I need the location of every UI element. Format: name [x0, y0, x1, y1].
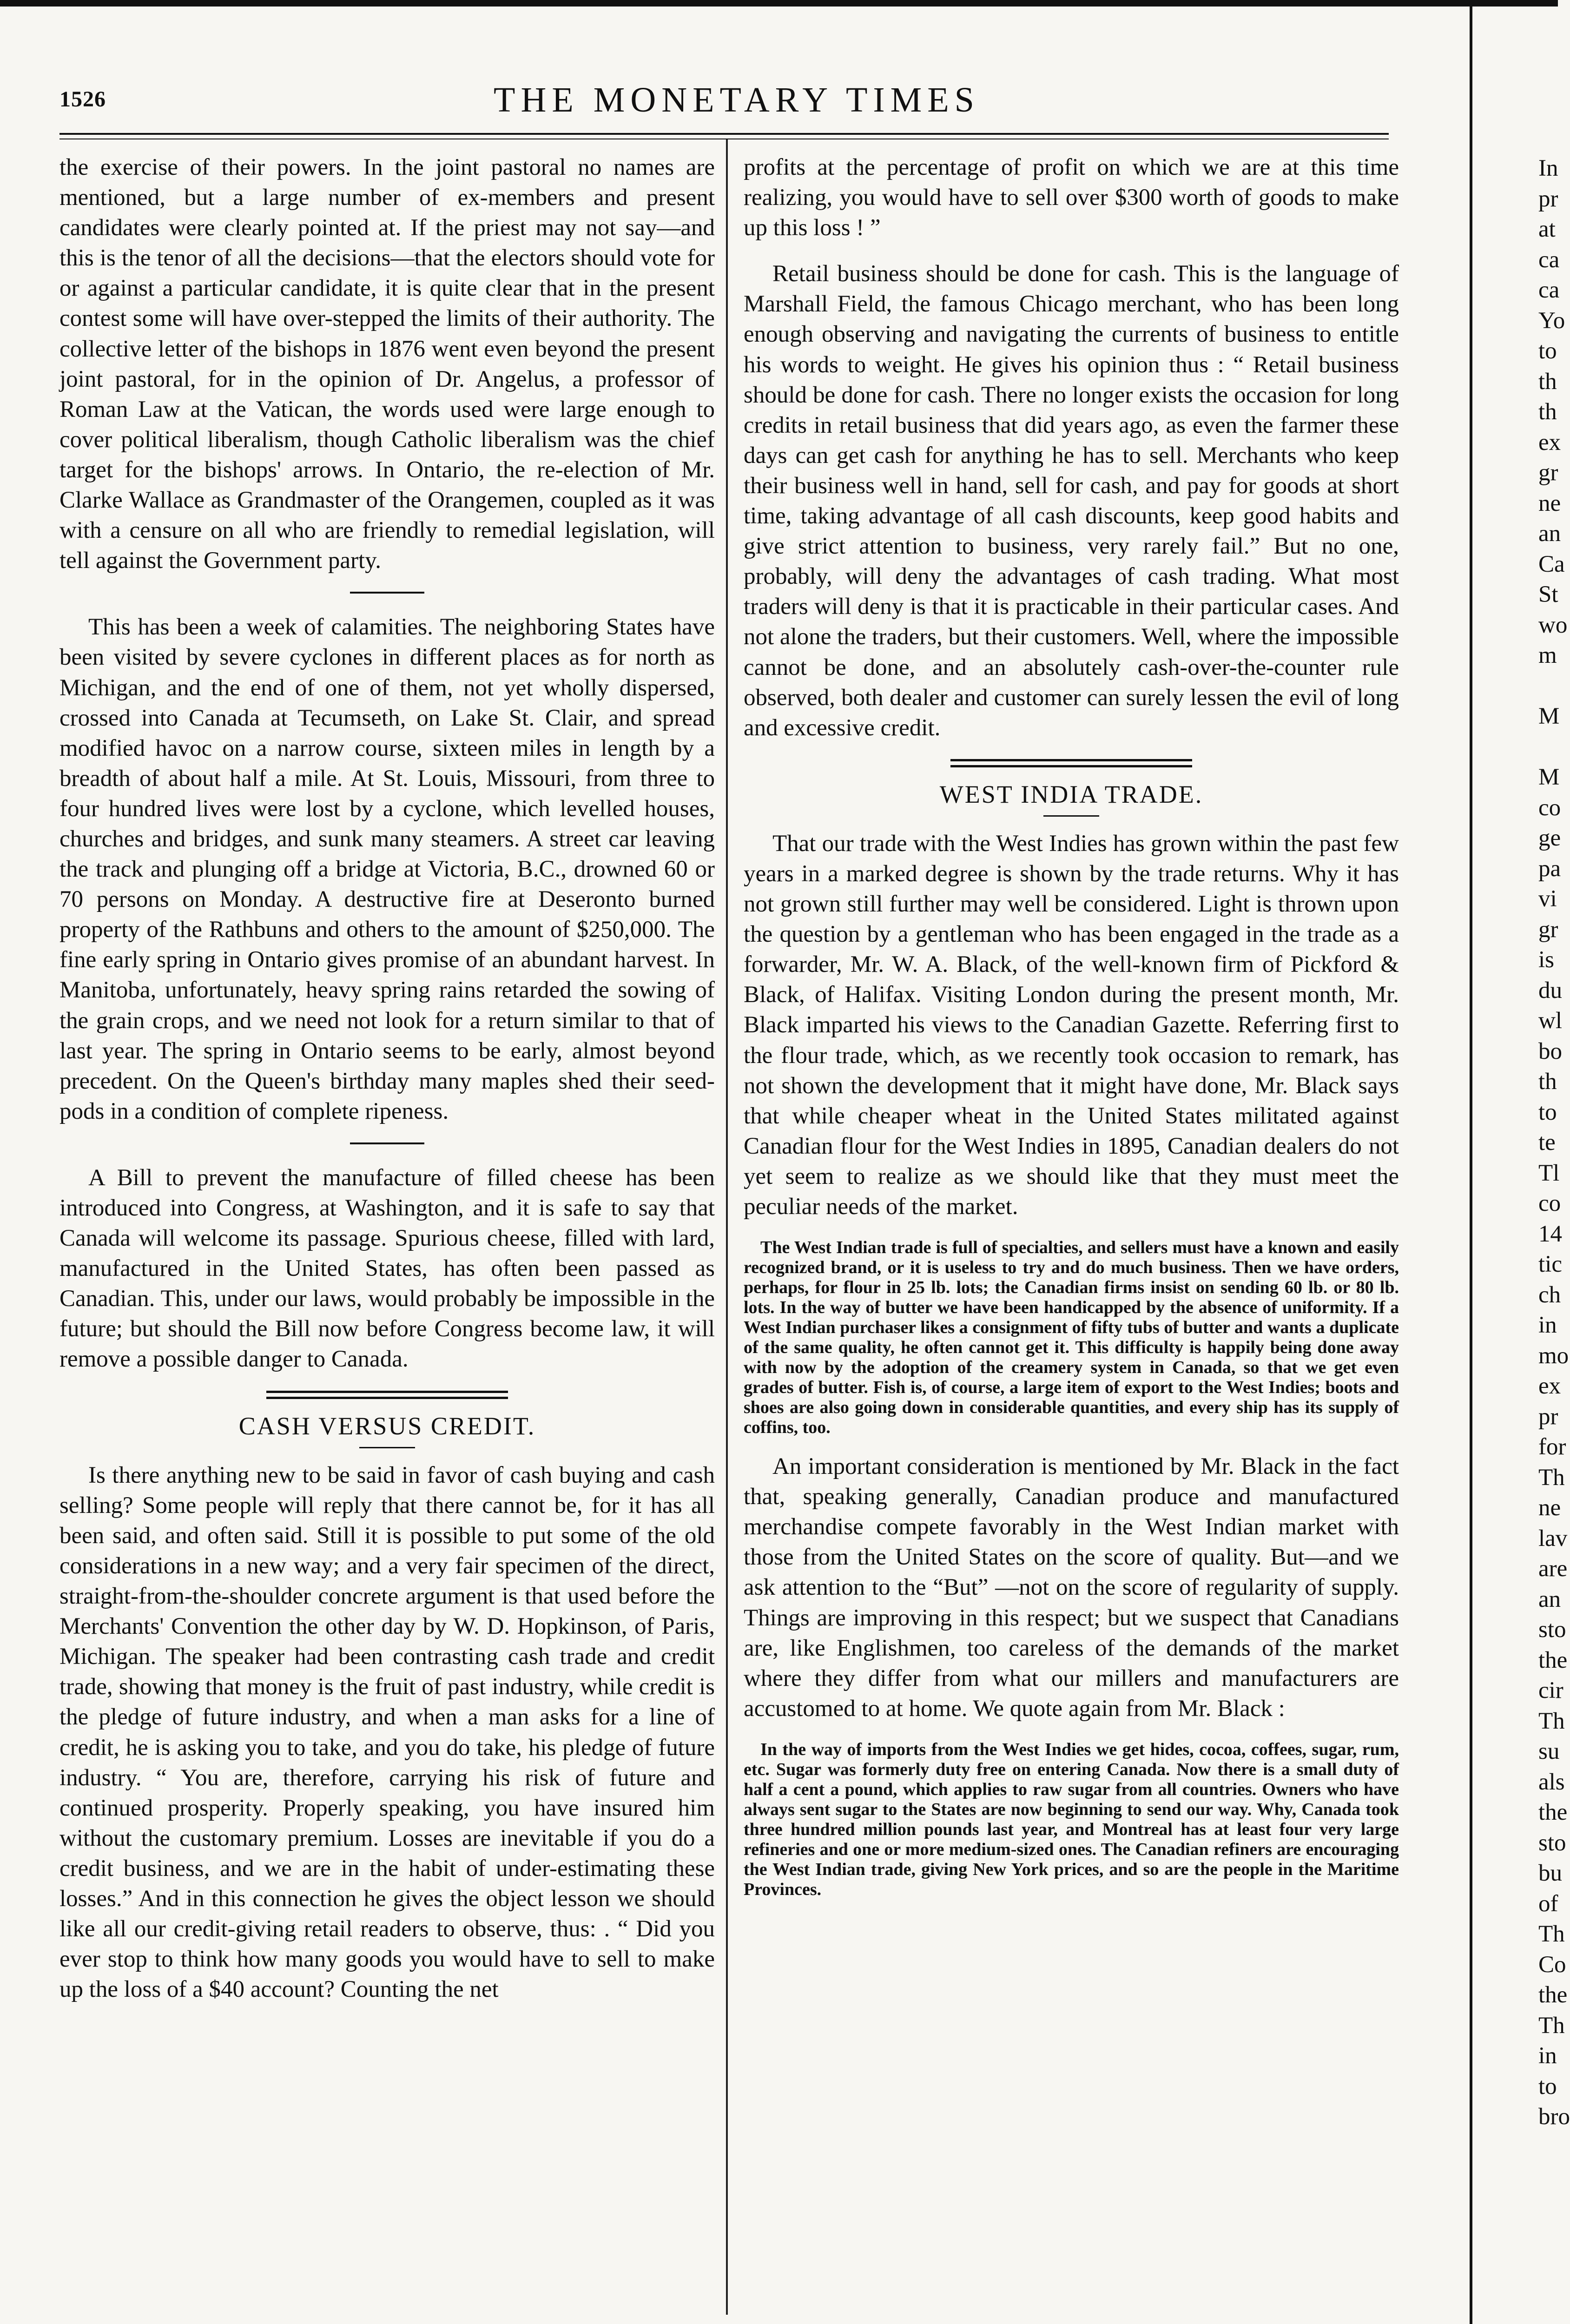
- paragraph: A Bill to prevent the manufacture of filled cheese has been introduced into Congress, at Washington, and it is safe to say that Canada will welcome its passage. Spurious cheese, filled with lard, manufactured in the United States, has often been passed as Canadian. This, under our laws, would probably be impossible in the future; but should the Bill now before Congress become law, it will remove a possible danger to Canada.: [59, 1164, 715, 1373]
- fragment-line: to: [1538, 338, 1557, 364]
- block-quote: The West Indian trade is full of specialties, and sellers must have a known and easily recognized brand, or it is useless to try and do much business. Then we have orders, perhaps, for flour in 25 lb. lots; the Canadian firms insist on sending 60 lb. or 80 lb. lots. In the way of butter we have been handicapped by the absence of uniformity. If a West Indian purchaser likes a consignment of fifty tubs of butter and wants a duplicate of the same quality, he often cannot get it. This difficulty is happily being done away with now by the adoption of the creamery system in Canada, so that we get even grades of butter. Fish is, of course, a large item of export to the West Indies; boots and shoes are also going down in considerable quantities, and every ship has its supply of coffins, too.: [744, 1238, 1399, 1438]
- heading-underline: [359, 1447, 415, 1448]
- fragment-line: are: [1538, 1556, 1568, 1582]
- fragment-line: ca: [1538, 246, 1560, 273]
- fragment-line: the: [1538, 1647, 1568, 1673]
- fragment-line: St: [1538, 581, 1558, 607]
- fragment-line: at: [1538, 216, 1556, 242]
- fragment-line: 14: [1538, 1221, 1562, 1247]
- fragment-line: th: [1538, 368, 1557, 395]
- fragment-line: Ca: [1538, 551, 1565, 577]
- fragment-line: ch: [1538, 1281, 1561, 1308]
- fragment-line: th: [1538, 399, 1557, 425]
- fragment-line: is: [1538, 947, 1555, 973]
- fragment-line: Th: [1538, 2012, 1565, 2039]
- fragment-line: vi: [1538, 886, 1557, 912]
- column-divider: [726, 139, 728, 2315]
- fragment-line: ge: [1538, 825, 1561, 851]
- fragment-line: ex: [1538, 1373, 1561, 1399]
- masthead-title: THE MONETARY TIMES: [494, 80, 980, 119]
- fragment-line: Tl: [1538, 1160, 1560, 1186]
- fragment-line: pr: [1538, 185, 1558, 212]
- fragment-line: the: [1538, 1982, 1568, 2008]
- fragment-line: the: [1538, 1799, 1568, 1825]
- fragment-line: cir: [1538, 1677, 1563, 1703]
- fragment-line: pa: [1538, 855, 1561, 882]
- fragment-line: bu: [1538, 1860, 1562, 1886]
- fragment-line: sto: [1538, 1617, 1566, 1643]
- fragment-line: co: [1538, 1190, 1561, 1216]
- fragment-line: In: [1538, 155, 1558, 181]
- fragment-line: wo: [1538, 612, 1568, 638]
- paragraph: Retail business should be done for cash. This is the language of Marshall Field, the famous Chicago merchant, who has been long enough observing and navigating the currents of business to entitle his words to weight. He gives his opinion thus : “ Retail business should be done for cash. There no longer exists the occasion for long credits in retail business that did years ago, as even the farmer these days can get cash for anything he has to sell. Merchants who keep their business well in hand, sell for cash, and pay for goods at short time, taking advantage of all cash discounts, keep good habits and give strict attention to business, very rarely fail.” But no one, probably, will deny the advantages of cash trading. What most traders will deny is that it is practicable in their particular cases. And not alone the traders, but their customers. Well, where the impossible cannot be done, and an absolutely cash-over-the-counter rule observed, both dealer and customer can surely lessen the evil of long and excessive credit.: [744, 261, 1399, 741]
- fragment-line: pr: [1538, 1403, 1558, 1430]
- fragment-line: co: [1538, 794, 1561, 821]
- fragment-line: Co: [1538, 1951, 1566, 1978]
- fragment-line: th: [1538, 1069, 1557, 1095]
- fragment-line: an: [1538, 521, 1561, 547]
- fragment-line: bro: [1538, 2104, 1570, 2130]
- article-heading: WEST INDIA TRADE.: [939, 780, 1203, 808]
- fragment-line: for: [1538, 1434, 1566, 1460]
- column-1: [59, 152, 715, 2020]
- fragment-line: als: [1538, 1769, 1565, 1795]
- fragment-line: of: [1538, 1890, 1558, 1917]
- fragment-line: to: [1538, 1099, 1557, 1125]
- paragraph: Is there anything new to be said in favor of cash buying and cash selling? Some people will reply that there cannot be, for it has all been said, and often said. Still it is possible to put some of the old considerations in a new way; and a very fair specimen of the direct, straight-from-the-shoulder concrete argument is that used before the Merchants' Convention the other day by W. D. Hopkinson, of Paris, Michigan. The speaker had been contrasting cash trade and credit trade, showing that money is the fruit of past industry, while credit is the pledge of future industry, and when a man asks for a line of credit, he is asking you to take, and you do take, his pledge of future industry. “ You are, therefore, carrying his risk of future and continued prosperity. Properly speaking, you have insured him without the customary premium. Losses are inevitable if you do a credit business, and we are in the habit of under-estimating these losses.” And in this connection he gives the object lesson we should like all our credit-giving retail readers to observe, thus: . “ Did you ever stop to think how many goods you would have to sell to make up the loss of a $40 account? Counting the net: [59, 1462, 715, 2003]
- section-rule: [350, 592, 424, 594]
- fragment-line: ca: [1538, 277, 1560, 303]
- column-3-fragment: [1538, 153, 1570, 2324]
- header-rule: [59, 133, 1389, 135]
- fragment-line: bo: [1538, 1038, 1562, 1064]
- fragment-line: Th: [1538, 1921, 1565, 1947]
- page-gutter-line: [1470, 0, 1472, 2324]
- fragment-line: Yo: [1538, 307, 1565, 334]
- fragment-line: su: [1538, 1738, 1560, 1764]
- fragment-line: lav: [1538, 1525, 1568, 1552]
- article-heading: CASH VERSUS CREDIT.: [238, 1412, 536, 1440]
- article-divider: [950, 759, 1192, 767]
- section-rule: [350, 1142, 424, 1144]
- fragment-line: sto: [1538, 1829, 1566, 1856]
- paragraph: An important consideration is mentioned by Mr. Black in the fact that, speaking generally, Canadian produce and manufactured merchandise compete favorably in the West Indian market with those from the United States on the score of quality. But—and we ask attention to the “But” —not on the score of regularity of supply. Things are improving in this respect; but we suspect that Canadians are, like Englishmen, too careless of the demands of the market where they differ from what our millers and manufacturers are accustomed to at home. We quote again from Mr. Black :: [744, 1453, 1399, 1722]
- fragment-line: gr: [1538, 916, 1558, 943]
- column-2: [744, 152, 1399, 1914]
- block-quote: In the way of imports from the West Indies we get hides, cocoa, coffees, sugar, rum, etc. Sugar was formerly duty free on entering Canada. Now there is a small duty of half a cent a pound, which applies to raw sugar from all countries. Owners who have always sent sugar to the States are now beginning to send our way. Why, Canada took three hundred million pounds last year, and Montreal has at least four very large refineries and one or more medium-sized ones. The Canadian refiners are encouraging the West Indian trade, giving New York prices, and so are the people in the Maritime Provinces.: [744, 1739, 1399, 1899]
- fragment-line: [1538, 671, 1563, 702]
- fragment-line: M: [1538, 703, 1560, 729]
- heading-underline: [1043, 815, 1099, 817]
- fragment-line: du: [1538, 977, 1562, 1004]
- fragment-line: in: [1538, 2043, 1557, 2069]
- fragment-line: ne: [1538, 1495, 1561, 1521]
- paragraph: the exercise of their powers. In the joint pastoral no names are mentioned, but a large number of ex-members and present candidates were clearly pointed at. If the priest may not say—and this is the tenor of all the decisions—that the electors should vote for or against a particular candidate, it is quite clear that in the present contest some will have over-stepped the limits of their authority. The collective letter of the bishops in 1876 went even beyond the present joint pastoral, for in the opinion of Dr. Angelus, a professor of Roman Law at the Vatican, the words used were large enough to cover political liberalism, though Catholic liberalism was the chief target for the bishops' arrows. In Ontario, the re-election of Mr. Clarke Wallace as Grandmaster of the Orangemen, coupled as it was with a censure on all who are friendly to remedial legislation, will tell against the Government party.: [59, 154, 715, 574]
- fragment-line: tic: [1538, 1251, 1562, 1277]
- paragraph: This has been a week of calamities. The neighboring States have been visited by severe cyclones in different places as for north as Michigan, and the end of one of them, not yet wholly dispersed, crossed into Canada at Tecumseth, on Lake St. Clair, and spread modified havoc on a narrow course, sixteen miles in length by a breadth of about half a mile. At St. Louis, Missouri, from three to four hundred lives were lost by a cyclone, which levelled houses, churches and bridges, and sunk many steamers. A street car leaving the track and plunging off a bridge at Victoria, B.C., drowned 60 or 70 persons on Monday. A destructive fire at Deseronto burned property of the Rathbuns and others to the amount of $250,000. The fine early spring in Ontario gives promise of an abundant harvest. In Manitoba, unfortunately, heavy spring rains retarded the sowing of the grain crops, and we need not look for a return similar to that of last year. The spring in Ontario seems to be early, almost beyond precedent. On the Queen's birthday many maples shed their seed-pods in a condition of complete ripeness.: [59, 614, 715, 1124]
- paragraph: That our trade with the West Indies has grown within the past few years in a marked degree is shown by the trade returns. Why it has not grown still further may well be considered. Light is thrown upon the question by a gentleman who has been engaged in the trade as a forwarder, Mr. W. A. Black, of the well-known firm of Pickford & Black, of Halifax. Visiting London during the present month, Mr. Black imparted his views to the Canadian Gazette. Referring first to the flour trade, which, as we recently took occasion to remark, has not shown the development that it might have done, Mr. Black says that while cheaper wheat in the United States militated against Canadian flour for the West Indies in 1895, Canadian dealers do not yet seem to realize as we should like that they must meet the peculiar needs of the market.: [744, 830, 1399, 1220]
- top-border: [0, 0, 1558, 7]
- fragment-line: wl: [1538, 1008, 1562, 1034]
- fragment-line: ex: [1538, 429, 1561, 456]
- fragment-line: mo: [1538, 1342, 1569, 1369]
- fragment-line: to: [1538, 2073, 1557, 2100]
- fragment-line: te: [1538, 1129, 1556, 1155]
- article-divider: [266, 1391, 508, 1399]
- paragraph: profits at the percentage of profit on which we are at this time realizing, you would have to sell over $300 worth of goods to make up this loss ! ”: [744, 154, 1399, 241]
- fragment-line: M: [1538, 764, 1560, 790]
- fragment-line: Th: [1538, 1708, 1565, 1734]
- fragment-line: [1538, 732, 1563, 763]
- fragment-line: gr: [1538, 460, 1558, 486]
- fragment-line: Th: [1538, 1464, 1565, 1491]
- fragment-line: ne: [1538, 490, 1561, 516]
- fragment-line: an: [1538, 1586, 1561, 1612]
- fragment-line: m: [1538, 642, 1557, 668]
- fragment-line: in: [1538, 1312, 1557, 1338]
- page-number: 1526: [59, 87, 106, 112]
